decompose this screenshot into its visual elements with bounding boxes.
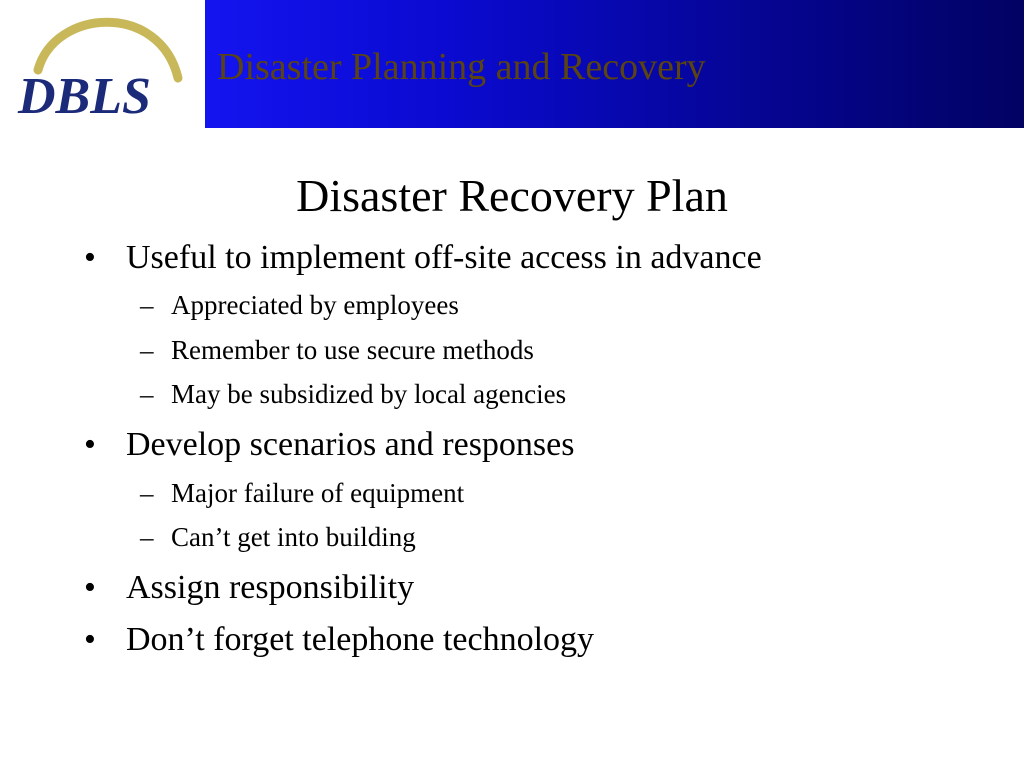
bullet-text: Develop scenarios and responses <box>126 426 575 463</box>
sub-bullet-text: Major failure of equipment <box>171 478 465 508</box>
slide-title: Disaster Recovery Plan <box>296 170 728 221</box>
sub-bullet-text: Can’t get into building <box>171 522 416 552</box>
sub-bullet-text: May be subsidized by local agencies <box>171 379 567 409</box>
sub-bullet-text: Appreciated by employees <box>171 290 459 320</box>
dbls-logo-graphic <box>0 0 205 128</box>
bullet-marker: • <box>84 239 96 276</box>
sub-bullet-marker: – <box>140 522 154 552</box>
sub-bullet-marker: – <box>140 478 154 508</box>
sub-bullet-marker: – <box>140 379 154 409</box>
bullet-text: Useful to implement off-site access in advance <box>126 239 762 276</box>
sub-bullet-marker: – <box>140 290 154 320</box>
bullet-marker: • <box>84 426 96 463</box>
sub-bullet-text: Remember to use secure methods <box>171 335 534 365</box>
dbls-logo <box>0 0 205 128</box>
bullet-marker: • <box>84 621 96 658</box>
logo-text: DBLS <box>18 68 151 125</box>
bullet-text: Assign responsibility <box>126 569 415 606</box>
bullet-text: Don’t forget telephone technology <box>126 621 595 658</box>
header-banner <box>205 0 1024 128</box>
bullet-marker: • <box>84 569 96 606</box>
presentation-title: Disaster Planning and Recovery <box>217 46 706 88</box>
sub-bullet-marker: – <box>140 335 154 365</box>
